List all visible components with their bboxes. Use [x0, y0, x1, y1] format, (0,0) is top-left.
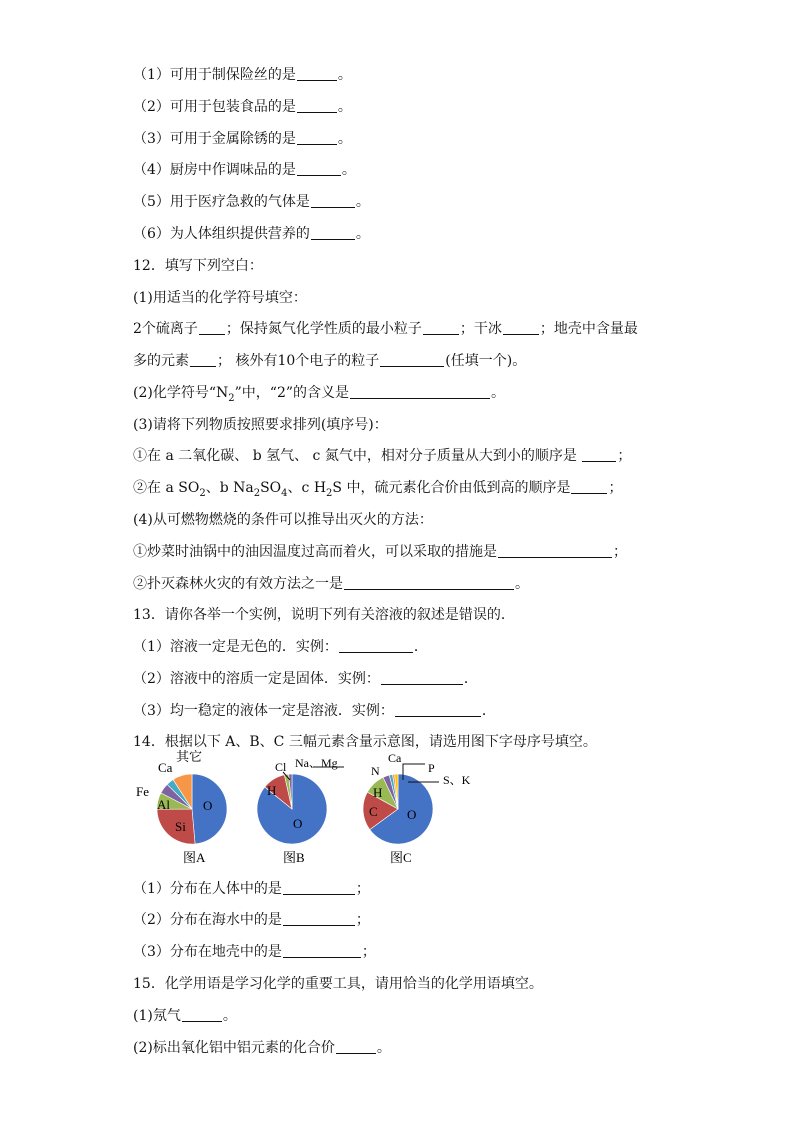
q12-title: 12．填写下列空白：: [133, 258, 263, 274]
q11-item-5: （5）用于医疗急救的气体是 。: [133, 194, 370, 210]
answer-blank[interactable]: [297, 130, 337, 145]
q12-part4-1: ①炒菜时油锅中的油因温度过高而着火，可以采取的措施是 ；: [133, 544, 627, 560]
q13-item-2: （2）溶液中的溶质一定是固体．实例： ．: [133, 671, 478, 687]
answer-blank[interactable]: [199, 320, 225, 335]
answer-blank[interactable]: [283, 880, 355, 895]
q12-part1-line1: 2个硫离子 ；保持氮气化学性质的最小粒子 ；干冰 ；地壳中含量最: [133, 321, 638, 337]
pie-b-label-cl: Cl: [275, 760, 287, 774]
pie-c-label-h: H: [373, 785, 383, 800]
answer-blank[interactable]: [297, 66, 337, 81]
pie-b-label-namg: Na、Mg: [295, 756, 338, 770]
q15-title: 15．化学用语是学习化学的重要工具，请用恰当的化学用语填空。: [133, 976, 543, 992]
answer-blank[interactable]: [423, 320, 459, 335]
answer-blank[interactable]: [582, 447, 616, 462]
q11-item-1: （1）可用于制保险丝的是 。: [133, 67, 352, 83]
q14-item-2: （2）分布在海水中的是 ；: [133, 912, 370, 928]
pie-b-label-h: H: [267, 783, 277, 798]
answer-blank[interactable]: [380, 352, 444, 367]
pie-c-label-ca: Ca: [388, 751, 402, 765]
answer-blank[interactable]: [297, 161, 341, 176]
q13-item-1: （1）溶液一定是无色的．实例： ．: [133, 639, 428, 655]
q14-item-3: （3）分布在地壳中的是 ；: [133, 944, 376, 960]
q15-part2: (2)标出氧化铝中铝元素的化合价 。: [133, 1040, 391, 1056]
q13-title: 13．请你各举一个实例，说明下列有关溶液的叙述是错误的．: [133, 607, 515, 623]
answer-blank[interactable]: [190, 352, 216, 367]
pie-a-label-other: 其它: [176, 749, 203, 764]
q12-part1: (1)用适当的化学符号填空：: [133, 290, 307, 306]
answer-blank[interactable]: [283, 943, 361, 958]
q12-part4-2: ②扑灭森林火灾的有效方法之一是 。: [133, 576, 529, 592]
pie-a-label-fe: Fe: [136, 784, 149, 799]
answer-blank[interactable]: [395, 702, 481, 717]
pie-c-label-n: N: [371, 764, 380, 778]
q12-part2: (2)化学符号“$N_2$”中，“2”的含义是 。: [133, 385, 506, 404]
answer-blank[interactable]: [350, 384, 490, 399]
answer-blank[interactable]: [311, 193, 355, 208]
answer-blank[interactable]: [339, 638, 413, 653]
answer-blank[interactable]: [344, 575, 514, 590]
q14-title: 14．根据以下 A、B、C 三幅元素含量示意图，请选用图下字母序号填空。: [133, 734, 597, 750]
q13-item-3: （3）均一稳定的液体一定是溶液．实例： ．: [133, 703, 496, 719]
q12-part3-2: ②在 a $SO_2$、b $Na_2SO_4$、c $H_2S$ 中，硫元素化合价由低到高的顺序是 ；: [133, 480, 623, 499]
pie-c-label-c: C: [369, 804, 378, 819]
answer-blank[interactable]: [311, 225, 355, 240]
q11-item-4: （4）厨房中作调味品的是 。: [133, 162, 356, 178]
answer-blank[interactable]: [283, 911, 355, 926]
pie-a-label-al: Al: [157, 797, 170, 812]
q15-part1: (1)氖气 。: [133, 1008, 237, 1024]
pie-c-label-p: P: [428, 761, 435, 775]
pie-c-label-sk: S、K: [443, 773, 471, 787]
q11-item-6: （6）为人体组织提供营养的 。: [133, 226, 370, 242]
q12-part3-1: ①在 a 二氧化碳、 b 氢气、 c 氮气中，相对分子质量从大到小的顺序是 ；: [133, 448, 632, 464]
answer-blank[interactable]: [571, 479, 607, 494]
answer-blank[interactable]: [503, 320, 539, 335]
q11-item-3: （3）可用于金属除锈的是 。: [133, 131, 352, 147]
pie-a-label-ca: Ca: [158, 760, 173, 775]
answer-blank[interactable]: [297, 98, 337, 113]
pie-a-label-o: O: [203, 798, 213, 813]
q14-item-1: （1）分布在人体中的是 ；: [133, 881, 370, 897]
answer-blank[interactable]: [498, 543, 612, 558]
pie-c-label-o: O: [407, 807, 417, 822]
pie-a-label-si: Si: [175, 819, 186, 834]
q12-part1-line2: 多的元素 ； 核外有10个电子的粒子 (任填一个)。: [133, 353, 527, 369]
answer-blank[interactable]: [381, 670, 463, 685]
answer-blank[interactable]: [182, 1007, 222, 1022]
q12-part3: (3)请将下列物质按照要求排列(填序号)：: [133, 417, 388, 433]
element-pie-charts: [120, 744, 500, 872]
pie-c-caption: 图C: [390, 850, 412, 865]
q12-part4: (4)从可燃物燃烧的条件可以推导出灭火的方法：: [133, 512, 433, 528]
answer-blank[interactable]: [336, 1039, 376, 1054]
q11-item-2: （2）可用于包装食品的是 。: [133, 99, 352, 115]
pie-b-caption: 图B: [283, 850, 305, 865]
pie-b-label-o: O: [293, 816, 303, 831]
pie-a-caption: 图A: [183, 850, 206, 865]
